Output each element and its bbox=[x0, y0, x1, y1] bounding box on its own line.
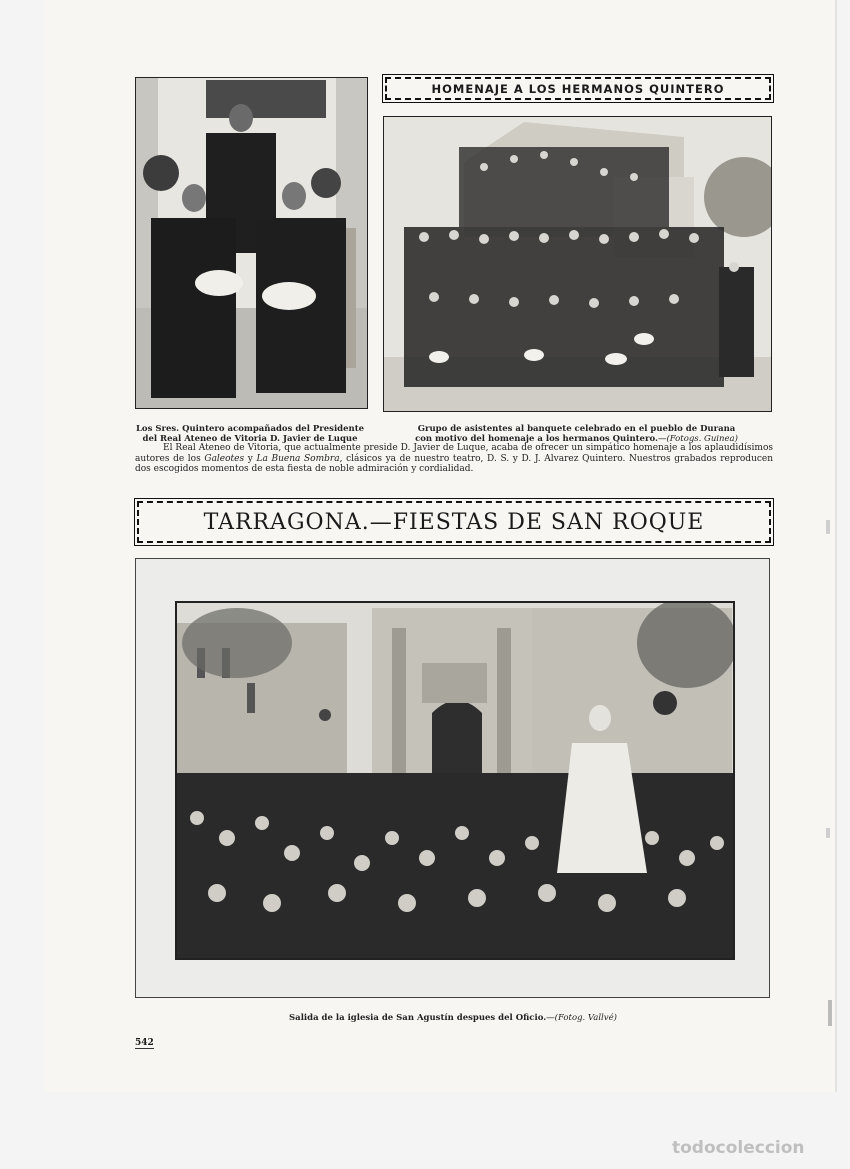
page-edge-mark bbox=[826, 828, 830, 838]
article-text-part3: , clásicos ya de nuestro teatro, D. S. y D. J. Alvarez Quintero. Nuestros grabados reproducen dos escogidos momentos de esta fiesta de noble admiración y cordialidad. bbox=[135, 453, 774, 474]
photo3-credit: —(Fotog. Vallvé) bbox=[546, 1013, 617, 1023]
section-header-title: HOMENAJE A LOS HERMANOS QUINTERO bbox=[431, 81, 725, 96]
photo3-caption bbox=[175, 1013, 731, 1023]
photo2-caption-line1: Grupo de asistentes al banquete celebrado en el pueblo de Durana bbox=[417, 424, 736, 434]
article-text-part1: El Real Ateneo de Vitoria, que actualmente preside D. Javier de Luque, acaba de ofrecer un simpático homenaje a los aplaudidísimos autores de los bbox=[135, 443, 773, 464]
article-text-part2: y bbox=[244, 453, 257, 464]
photo3-caption-text: Salida de la iglesia de San Agustín despues del Oficio. bbox=[289, 1013, 547, 1023]
article-paragraph bbox=[135, 443, 773, 475]
page-number: 542 bbox=[135, 1038, 154, 1048]
photo1-caption bbox=[125, 424, 375, 444]
photo2-caption bbox=[383, 424, 770, 444]
section2-title: TARRAGONA.—FIESTAS DE SAN ROQUE bbox=[203, 509, 705, 535]
photo1-caption-line2: del Real Ateneo de Vitoria D. Javier de Luque bbox=[142, 434, 358, 444]
photo-quintero-brothers bbox=[135, 77, 368, 409]
photo-banquet-group bbox=[383, 116, 772, 412]
page-edge-mark bbox=[826, 520, 830, 534]
photo2-credit: —(Fotogs. Guinea) bbox=[657, 434, 738, 444]
page-edge-mark bbox=[828, 1000, 832, 1026]
photo-san-agustin-church bbox=[175, 601, 735, 960]
article-title-galeotes: Galeotes bbox=[204, 453, 245, 464]
photo1-caption-line1: Los Sres. Quintero acompañados del Presidente bbox=[135, 424, 365, 434]
watermark-logo: todocoleccion bbox=[672, 1138, 805, 1158]
section-header-homenaje bbox=[385, 77, 771, 100]
section-header-tarragona bbox=[137, 501, 771, 543]
photo2-caption-text: con motivo del homenaje a los hermanos Quintero. bbox=[415, 434, 658, 444]
article-title-buena-sombra: La Buena Sombra bbox=[256, 453, 340, 464]
